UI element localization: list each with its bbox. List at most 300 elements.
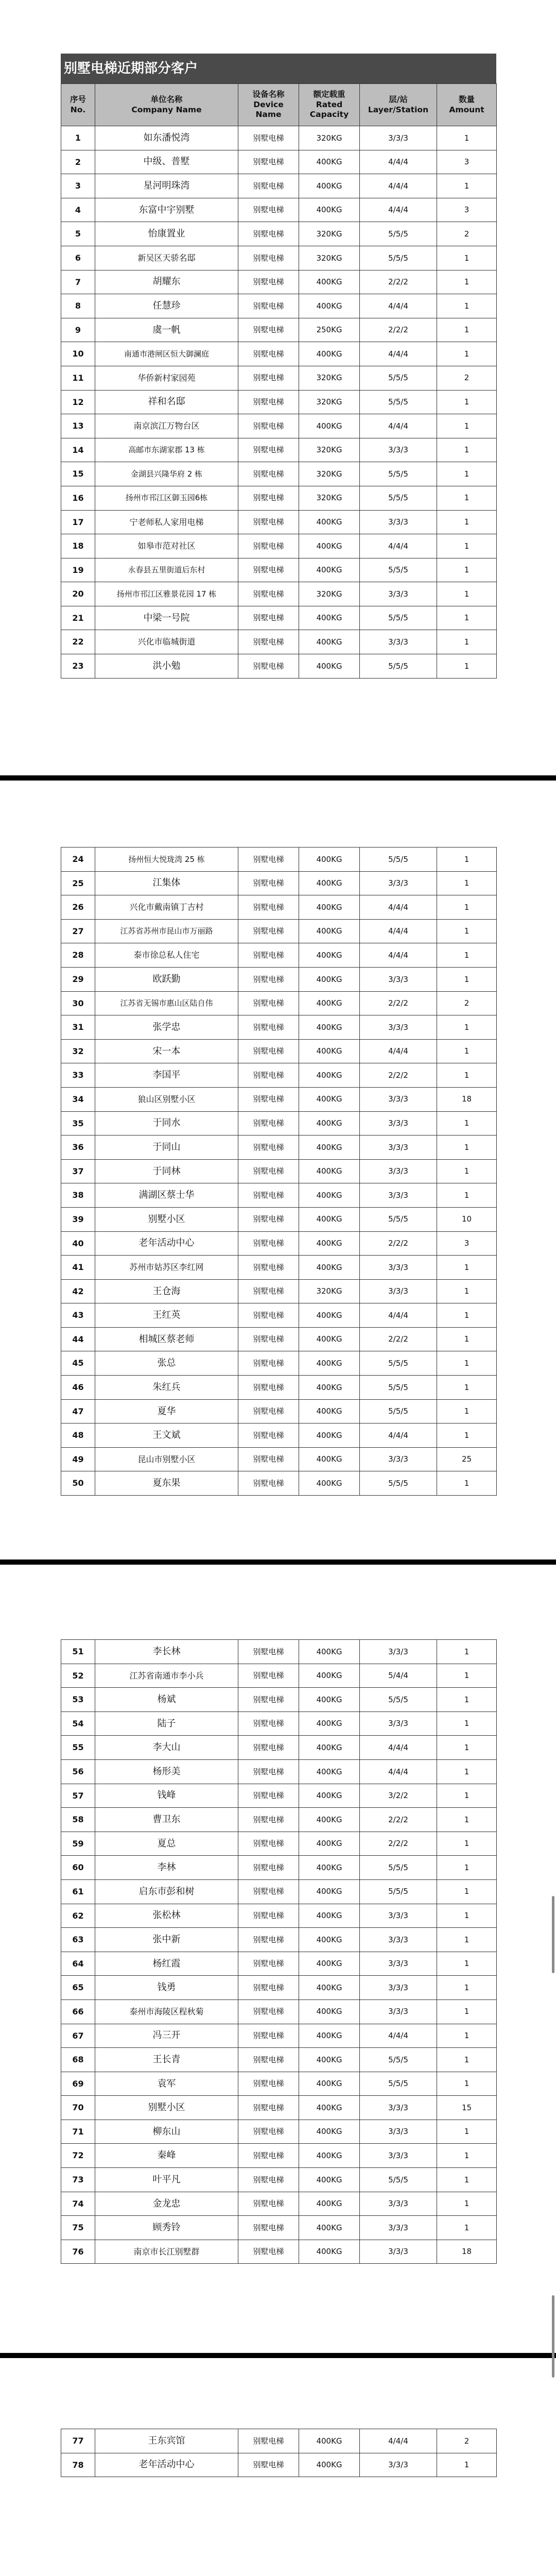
table-row (61, 1688, 497, 1712)
device-name: 别墅电梯 (238, 1904, 299, 1928)
row-number: 11 (61, 366, 95, 390)
layer-station: 3/3/3 (360, 630, 437, 654)
company-name: 兴化市临城街道 (95, 630, 238, 654)
row-number: 73 (61, 2168, 95, 2192)
device-name: 别墅电梯 (238, 895, 299, 920)
layer-station: 3/3/3 (360, 2453, 437, 2477)
table-row (61, 150, 497, 174)
row-number: 57 (61, 1784, 95, 1808)
rated-capacity: 400KG (299, 558, 360, 582)
device-name: 别墅电梯 (238, 1303, 299, 1328)
amount: 1 (437, 1688, 497, 1712)
table-row (61, 2168, 497, 2192)
layer-station: 3/3/3 (360, 510, 437, 534)
row-number: 51 (61, 1640, 95, 1664)
amount: 1 (437, 630, 497, 654)
rated-capacity: 400KG (299, 2024, 360, 2048)
device-name: 别墅电梯 (238, 1351, 299, 1376)
amount: 1 (437, 438, 497, 462)
company-name: 新吴区天骄名邸 (95, 246, 238, 270)
company-name: 苏州市姑苏区李红网 (95, 1256, 238, 1280)
header-company-name: 单位名称 Company Name (95, 84, 238, 126)
layer-station: 2/2/2 (360, 1327, 437, 1351)
amount: 1 (437, 895, 497, 920)
company-name: 袁军 (95, 2072, 238, 2096)
row-number: 63 (61, 1928, 95, 1952)
row-number: 54 (61, 1711, 95, 1736)
device-name: 别墅电梯 (238, 630, 299, 654)
row-number: 67 (61, 2024, 95, 2048)
amount: 1 (437, 1976, 497, 2000)
rated-capacity: 400KG (299, 1159, 360, 1183)
device-name: 别墅电梯 (238, 2429, 299, 2453)
rated-capacity: 400KG (299, 1136, 360, 1160)
company-name: 夏华 (95, 1399, 238, 1423)
table-row (61, 1423, 497, 1448)
company-name: 金湖县兴隆华府 2 栋 (95, 462, 238, 486)
company-name: 夏总 (95, 1832, 238, 1856)
device-name: 别墅电梯 (238, 462, 299, 486)
rated-capacity: 400KG (299, 150, 360, 174)
amount: 1 (437, 654, 497, 679)
company-name: 张中新 (95, 1928, 238, 1952)
row-number: 4 (61, 198, 95, 222)
company-name: 泰市徐总私人住宅 (95, 943, 238, 968)
device-name: 别墅电梯 (238, 1207, 299, 1231)
table-row (61, 848, 497, 872)
rated-capacity: 320KG (299, 582, 360, 606)
device-name: 别墅电梯 (238, 486, 299, 510)
amount: 3 (437, 1231, 497, 1256)
table-row (61, 943, 497, 968)
rated-capacity: 400KG (299, 2120, 360, 2144)
amount: 1 (437, 1736, 497, 1760)
company-name: 王红英 (95, 1303, 238, 1328)
device-name: 别墅电梯 (238, 943, 299, 968)
company-name: 李长林 (95, 1640, 238, 1664)
rated-capacity: 400KG (299, 1327, 360, 1351)
rated-capacity: 400KG (299, 654, 360, 679)
row-number: 39 (61, 1207, 95, 1231)
row-number: 40 (61, 1231, 95, 1256)
scrollbar-thumb[interactable] (552, 2295, 554, 2378)
row-number: 8 (61, 294, 95, 318)
layer-station: 3/3/3 (360, 2096, 437, 2120)
device-name: 别墅电梯 (238, 1928, 299, 1952)
table-row (61, 1207, 497, 1231)
amount: 2 (437, 366, 497, 390)
table-row (61, 871, 497, 895)
company-name: 永春县五里街道后东村 (95, 558, 238, 582)
layer-station: 4/4/4 (360, 150, 437, 174)
amount: 1 (437, 1159, 497, 1183)
row-number: 19 (61, 558, 95, 582)
amount: 1 (437, 1808, 497, 1832)
layer-station: 5/5/5 (360, 366, 437, 390)
amount: 1 (437, 390, 497, 414)
device-name: 别墅电梯 (238, 606, 299, 630)
table-row (61, 2072, 497, 2096)
device-name: 别墅电梯 (238, 1327, 299, 1351)
device-name: 别墅电梯 (238, 582, 299, 606)
header-amount: 数量 Amount (437, 84, 497, 126)
company-name: 星河明珠湾 (95, 174, 238, 198)
device-name: 别墅电梯 (238, 1136, 299, 1160)
table-row (61, 967, 497, 991)
rated-capacity: 400KG (299, 1351, 360, 1376)
layer-station: 4/4/4 (360, 294, 437, 318)
company-name: 怡康置业 (95, 222, 238, 246)
row-number: 2 (61, 150, 95, 174)
device-name: 别墅电梯 (238, 991, 299, 1015)
row-number: 32 (61, 1039, 95, 1063)
table-row (61, 1159, 497, 1183)
amount: 15 (437, 2096, 497, 2120)
device-name: 别墅电梯 (238, 2168, 299, 2192)
device-name: 别墅电梯 (238, 1759, 299, 1784)
device-name: 别墅电梯 (238, 1976, 299, 2000)
table-row (61, 462, 497, 486)
device-name: 别墅电梯 (238, 1279, 299, 1303)
amount: 1 (437, 558, 497, 582)
layer-station: 2/2/2 (360, 270, 437, 294)
rated-capacity: 400KG (299, 1303, 360, 1328)
rated-capacity: 400KG (299, 1879, 360, 1904)
amount: 1 (437, 1015, 497, 1040)
rated-capacity: 400KG (299, 606, 360, 630)
company-name: 扬州恒大悦珑湾 25 栋 (95, 848, 238, 872)
rated-capacity: 400KG (299, 967, 360, 991)
device-name: 别墅电梯 (238, 2072, 299, 2096)
layer-station: 5/5/5 (360, 1688, 437, 1712)
row-number: 65 (61, 1976, 95, 2000)
row-number: 49 (61, 1447, 95, 1471)
row-number: 66 (61, 1999, 95, 2024)
amount: 3 (437, 198, 497, 222)
layer-station: 3/3/3 (360, 2120, 437, 2144)
row-number: 41 (61, 1256, 95, 1280)
layer-station: 5/4/4 (360, 1664, 437, 1688)
layer-station: 2/2/2 (360, 318, 437, 342)
device-name: 别墅电梯 (238, 2096, 299, 2120)
company-name: 宋一本 (95, 1039, 238, 1063)
row-number: 36 (61, 1136, 95, 1160)
device-name: 别墅电梯 (238, 1879, 299, 1904)
amount: 1 (437, 1423, 497, 1448)
company-name: 洪小勉 (95, 654, 238, 679)
table-row (61, 126, 497, 150)
table-row (61, 1063, 497, 1088)
company-name: 扬州市邗江区御玉园6栋 (95, 486, 238, 510)
rated-capacity: 400KG (299, 1231, 360, 1256)
table-row (61, 2024, 497, 2048)
amount: 1 (437, 943, 497, 968)
layer-station: 5/5/5 (360, 1351, 437, 1376)
rated-capacity: 400KG (299, 1471, 360, 1496)
device-name: 别墅电梯 (238, 1063, 299, 1088)
amount: 1 (437, 534, 497, 558)
amount: 1 (437, 1376, 497, 1400)
amount: 1 (437, 582, 497, 606)
device-name: 别墅电梯 (238, 1640, 299, 1664)
row-number: 56 (61, 1759, 95, 1784)
layer-station: 3/3/3 (360, 2216, 437, 2240)
table-row (61, 486, 497, 510)
rated-capacity: 400KG (299, 1784, 360, 1808)
row-number: 23 (61, 654, 95, 679)
row-number: 24 (61, 848, 95, 872)
amount: 1 (437, 1136, 497, 1160)
amount: 1 (437, 1399, 497, 1423)
layer-station: 5/5/5 (360, 1879, 437, 1904)
layer-station: 3/3/3 (360, 1136, 437, 1160)
company-name: 任慧珍 (95, 294, 238, 318)
row-number: 21 (61, 606, 95, 630)
amount: 1 (437, 174, 497, 198)
company-name: 兴化市戴南镇丁吉村 (95, 895, 238, 920)
layer-station: 5/5/5 (360, 2048, 437, 2072)
amount: 1 (437, 1640, 497, 1664)
rated-capacity: 320KG (299, 1279, 360, 1303)
device-name: 别墅电梯 (238, 654, 299, 679)
device-name: 别墅电梯 (238, 366, 299, 390)
device-name: 别墅电梯 (238, 1423, 299, 1448)
device-name: 别墅电梯 (238, 1399, 299, 1423)
row-number: 12 (61, 390, 95, 414)
layer-station: 3/3/3 (360, 967, 437, 991)
page-separator (0, 1560, 556, 1565)
table-row (61, 2192, 497, 2216)
device-name: 别墅电梯 (238, 510, 299, 534)
amount: 10 (437, 1207, 497, 1231)
amount: 1 (437, 1039, 497, 1063)
company-name: 中级、普墅 (95, 150, 238, 174)
company-name: 东富中宇别墅 (95, 198, 238, 222)
scrollbar-thumb[interactable] (552, 1896, 554, 1973)
company-name: 如东潘悦湾 (95, 126, 238, 150)
rated-capacity: 400KG (299, 2453, 360, 2477)
layer-station: 3/3/3 (360, 126, 437, 150)
amount: 2 (437, 2429, 497, 2453)
table-row (61, 1015, 497, 1040)
device-name: 别墅电梯 (238, 2192, 299, 2216)
layer-station: 4/4/4 (360, 943, 437, 968)
row-number: 16 (61, 486, 95, 510)
table-row (61, 1111, 497, 1136)
row-number: 43 (61, 1303, 95, 1328)
rated-capacity: 400KG (299, 1087, 360, 1111)
layer-station: 3/3/3 (360, 2144, 437, 2168)
layer-station: 5/5/5 (360, 654, 437, 679)
amount: 1 (437, 1183, 497, 1208)
company-name: 曹卫东 (95, 1808, 238, 1832)
table-row (61, 1136, 497, 1160)
customer-table-page-1 (61, 83, 497, 679)
rated-capacity: 400KG (299, 1808, 360, 1832)
rated-capacity: 400KG (299, 1688, 360, 1712)
row-number: 35 (61, 1111, 95, 1136)
rated-capacity: 400KG (299, 270, 360, 294)
page-separator (0, 2353, 556, 2358)
amount: 1 (437, 1471, 497, 1496)
table-row (61, 1808, 497, 1832)
layer-station: 3/3/3 (360, 1952, 437, 1976)
row-number: 74 (61, 2192, 95, 2216)
amount: 1 (437, 2072, 497, 2096)
rated-capacity: 400KG (299, 1976, 360, 2000)
rated-capacity: 400KG (299, 1856, 360, 1880)
device-name: 别墅电梯 (238, 1952, 299, 1976)
row-number: 22 (61, 630, 95, 654)
layer-station: 3/3/3 (360, 1640, 437, 1664)
layer-station: 2/2/2 (360, 1832, 437, 1856)
rated-capacity: 400KG (299, 174, 360, 198)
company-name: 江苏省无锡市惠山区陆自伟 (95, 991, 238, 1015)
amount: 1 (437, 2168, 497, 2192)
company-name: 扬州市邗江区雅景花园 17 栋 (95, 582, 238, 606)
rated-capacity: 400KG (299, 919, 360, 943)
customer-table-page-2 (61, 847, 497, 1496)
rated-capacity: 400KG (299, 1664, 360, 1688)
rated-capacity: 400KG (299, 2144, 360, 2168)
table-row (61, 2240, 497, 2264)
rated-capacity: 400KG (299, 1640, 360, 1664)
table-row (61, 1904, 497, 1928)
table-row (61, 895, 497, 920)
device-name: 别墅电梯 (238, 1856, 299, 1880)
device-name: 别墅电梯 (238, 1231, 299, 1256)
row-number: 14 (61, 438, 95, 462)
table-row (61, 2453, 497, 2477)
row-number: 10 (61, 342, 95, 366)
table-row (61, 1256, 497, 1280)
layer-station: 3/3/3 (360, 2192, 437, 2216)
amount: 1 (437, 126, 497, 150)
company-name: 昆山市别墅小区 (95, 1447, 238, 1471)
row-number: 77 (61, 2429, 95, 2453)
layer-station: 4/4/4 (360, 414, 437, 438)
row-number: 33 (61, 1063, 95, 1088)
row-number: 30 (61, 991, 95, 1015)
rated-capacity: 400KG (299, 1928, 360, 1952)
row-number: 17 (61, 510, 95, 534)
table-row (61, 1087, 497, 1111)
rated-capacity: 400KG (299, 510, 360, 534)
rated-capacity: 400KG (299, 1423, 360, 1448)
layer-station: 5/5/5 (360, 462, 437, 486)
layer-station: 2/2/2 (360, 1808, 437, 1832)
table-row (61, 270, 497, 294)
amount: 1 (437, 1711, 497, 1736)
rated-capacity: 400KG (299, 1063, 360, 1088)
company-name: 王东宾馆 (95, 2429, 238, 2453)
rated-capacity: 400KG (299, 630, 360, 654)
table-row (61, 2429, 497, 2453)
row-number: 15 (61, 462, 95, 486)
device-name: 别墅电梯 (238, 871, 299, 895)
rated-capacity: 400KG (299, 2216, 360, 2240)
layer-station: 5/5/5 (360, 606, 437, 630)
company-name: 江集体 (95, 871, 238, 895)
table-row (61, 414, 497, 438)
row-number: 5 (61, 222, 95, 246)
row-number: 38 (61, 1183, 95, 1208)
table-row (61, 534, 497, 558)
company-name: 王文斌 (95, 1423, 238, 1448)
rated-capacity: 400KG (299, 534, 360, 558)
row-number: 59 (61, 1832, 95, 1856)
amount: 1 (437, 1279, 497, 1303)
company-name: 杨形美 (95, 1759, 238, 1784)
company-name: 胡耀东 (95, 270, 238, 294)
rated-capacity: 400KG (299, 895, 360, 920)
amount: 2 (437, 991, 497, 1015)
amount: 1 (437, 1879, 497, 1904)
layer-station: 5/5/5 (360, 558, 437, 582)
layer-station: 3/3/3 (360, 1447, 437, 1471)
layer-station: 3/3/3 (360, 871, 437, 895)
layer-station: 4/4/4 (360, 534, 437, 558)
company-name: 顾秀铃 (95, 2216, 238, 2240)
table-row (61, 582, 497, 606)
device-name: 别墅电梯 (238, 270, 299, 294)
company-name: 王仓海 (95, 1279, 238, 1303)
row-number: 27 (61, 919, 95, 943)
amount: 1 (437, 2120, 497, 2144)
device-name: 别墅电梯 (238, 294, 299, 318)
rated-capacity: 320KG (299, 438, 360, 462)
device-name: 别墅电梯 (238, 558, 299, 582)
layer-station: 5/5/5 (360, 1399, 437, 1423)
table-row (61, 919, 497, 943)
amount: 1 (437, 1327, 497, 1351)
company-name: 狼山区别墅小区 (95, 1087, 238, 1111)
row-number: 60 (61, 1856, 95, 1880)
table-row (61, 342, 497, 366)
row-number: 48 (61, 1423, 95, 1448)
device-name: 别墅电梯 (238, 198, 299, 222)
layer-station: 5/5/5 (360, 486, 437, 510)
device-name: 别墅电梯 (238, 126, 299, 150)
row-number: 61 (61, 1879, 95, 1904)
layer-station: 5/5/5 (360, 1207, 437, 1231)
row-number: 25 (61, 871, 95, 895)
amount: 25 (437, 1447, 497, 1471)
layer-station: 5/5/5 (360, 2072, 437, 2096)
amount: 1 (437, 871, 497, 895)
rated-capacity: 400KG (299, 1111, 360, 1136)
table-row (61, 1711, 497, 1736)
device-name: 别墅电梯 (238, 967, 299, 991)
layer-station: 5/5/5 (360, 2168, 437, 2192)
company-name: 张学忠 (95, 1015, 238, 1040)
table-title: 别墅电梯近期部分客户 (61, 54, 496, 83)
page-separator (0, 775, 556, 781)
row-number: 78 (61, 2453, 95, 2477)
device-name: 别墅电梯 (238, 1999, 299, 2024)
company-name: 钱勇 (95, 1976, 238, 2000)
row-number: 71 (61, 2120, 95, 2144)
device-name: 别墅电梯 (238, 1711, 299, 1736)
table-row (61, 1664, 497, 1688)
row-number: 29 (61, 967, 95, 991)
table-row (61, 991, 497, 1015)
rated-capacity: 400KG (299, 2096, 360, 2120)
layer-station: 4/4/4 (360, 1303, 437, 1328)
layer-station: 3/3/3 (360, 1256, 437, 1280)
amount: 18 (437, 1087, 497, 1111)
table-row (61, 1999, 497, 2024)
